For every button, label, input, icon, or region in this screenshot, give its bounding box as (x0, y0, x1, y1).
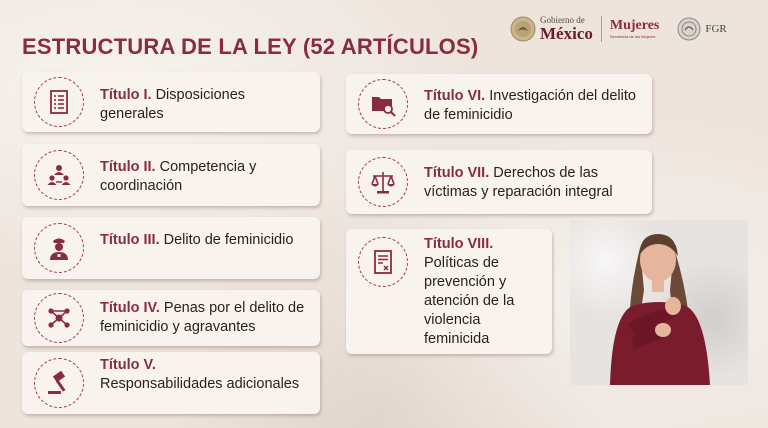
title-card-text (424, 235, 542, 349)
title-roman: Título II. (100, 159, 156, 175)
title-card-7 (346, 150, 652, 214)
title-card-text (424, 87, 639, 125)
scales-icon (358, 157, 408, 207)
people-network-icon (34, 150, 84, 200)
mujeres-label: Mujeres (609, 18, 660, 33)
mujeres-sub-label: Secretaría de las Mujeres (609, 34, 656, 39)
title-roman: Título VII. (424, 165, 490, 181)
title-label: Investigación del delito de feminicidio (424, 88, 636, 123)
checklist-icon (34, 77, 84, 127)
gobierno-label: Gobierno de (540, 15, 585, 25)
title-card-6 (346, 74, 652, 134)
page-title: ESTRUCTURA DE LA LEY (52 ARTÍCULOS) (22, 34, 479, 59)
title-card-text (100, 299, 318, 337)
title-label: Penas por el delito de feminicidio y agravantes (100, 300, 305, 335)
logos-header (510, 12, 727, 46)
title-card-text (100, 356, 300, 394)
fgr-logo (677, 17, 726, 41)
title-roman: Título I. (100, 87, 152, 103)
logo-divider (601, 16, 602, 42)
gobierno-mexico-logo (510, 16, 593, 42)
sign-language-interpreter-video (570, 220, 748, 385)
mujeres-logo (610, 19, 660, 39)
folder-search-icon (358, 79, 408, 129)
mexico-label: México (540, 24, 593, 43)
title-roman: Título VIII. (424, 236, 494, 252)
title-label: Políticas de prevención y atención de la violencia feminicida (424, 255, 515, 347)
title-label: Derechos de las víctimas y reparación integral (424, 165, 613, 200)
title-roman: Título IV. (100, 300, 160, 316)
title-card-text (424, 164, 649, 202)
title-card-8 (346, 229, 552, 354)
title-roman: Título III. (100, 232, 160, 248)
interpreter-figure (570, 220, 748, 385)
network-nodes-icon (34, 293, 84, 343)
title-roman: Título V. (100, 357, 156, 373)
title-roman: Título VI. (424, 88, 486, 104)
title-label: Disposiciones generales (100, 87, 246, 122)
title-label: Responsabilidades adicionales (100, 376, 300, 392)
title-card-4 (22, 290, 320, 346)
title-card-5 (22, 352, 320, 414)
title-card-text (100, 86, 310, 124)
eagle-seal-icon (510, 16, 536, 42)
title-card-text (100, 231, 300, 250)
title-label: Delito de feminicidio (163, 232, 294, 248)
title-card-2 (22, 144, 320, 206)
document-x-icon (358, 237, 408, 287)
title-label: Competencia y coordinación (100, 159, 257, 194)
title-card-1 (22, 72, 320, 132)
fgr-seal-icon (677, 17, 701, 41)
gavel-icon (34, 358, 84, 408)
title-card-text (100, 158, 310, 196)
title-card-3 (22, 217, 320, 279)
fgr-label: FGR (705, 23, 727, 35)
police-officer-icon (34, 223, 84, 273)
